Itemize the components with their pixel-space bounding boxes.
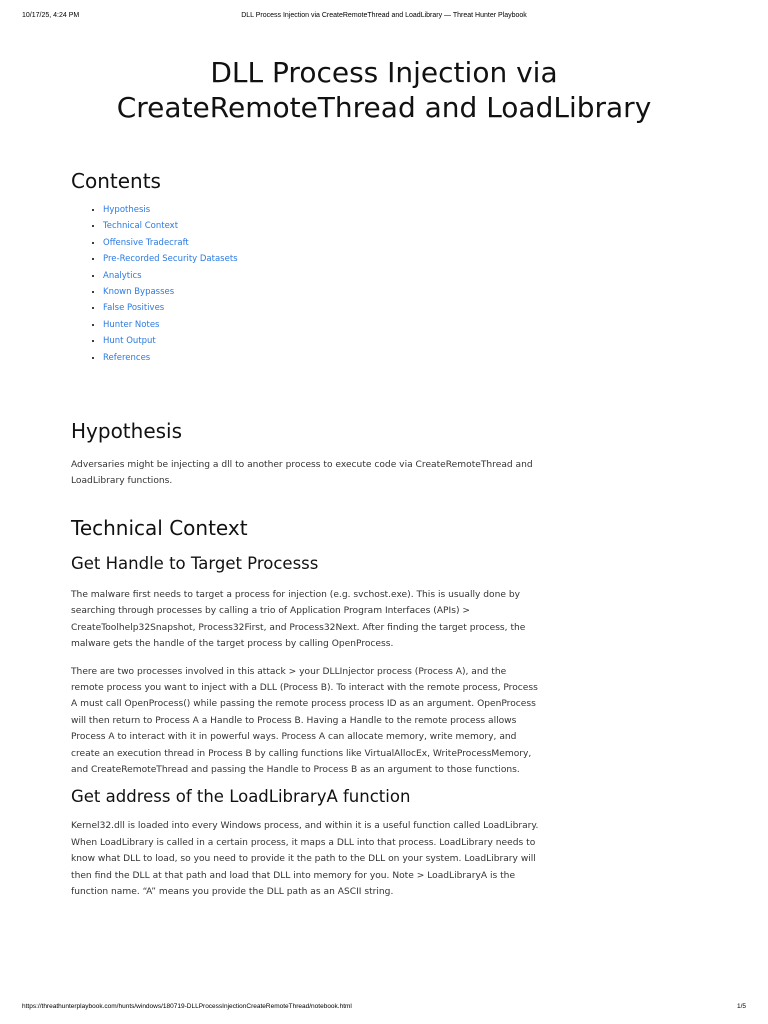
toc-item (103, 350, 541, 366)
get-handle-paragraph-2: There are two processes involved in this attack > your DLLInjector process (Process A), and the remote process you want to inject with a DLL (Process B). To interact with the remote process, Process A must call OpenProcess() while passing the remote process process ID as an argument. OpenProcess will then return to Process A a Handle to Process B. Having a Handle to the remote process allows Process A to interact with it in powerful ways. Process A can allocate memory, write memory, and create an execution thread in Process B by calling functions like VirtualAllocEx, WriteProcessMemory, and CreateRemoteThread and passing the Handle to Process B as an argument to those functions. (71, 666, 538, 775)
toc-item (103, 268, 541, 284)
toc-item (103, 333, 541, 349)
toc-item (103, 284, 541, 300)
technical-context-heading: Technical Context (71, 515, 248, 540)
get-handle-heading: Get Handle to Target Processs (71, 553, 319, 573)
toc-link-pre-recorded-datasets[interactable]: Pre-Recorded Security Datasets (103, 254, 238, 265)
toc-item (103, 235, 541, 251)
print-doc-title: DLL Process Injection via CreateRemoteThread and LoadLibrary — Threat Hunter Playbook (241, 12, 527, 19)
toc-link-hunt-output[interactable]: Hunt Output (103, 336, 156, 347)
print-url: https://threathunterplaybook.com/hunts/windows/180719-DLLProcessInjectionCreateRemoteThread/notebook.html (22, 1003, 352, 1010)
toc-item (103, 317, 541, 333)
get-handle-paragraph-1: The malware first needs to target a process for injection (e.g. svchost.exe). This is usually done by searching through processes by calling a trio of Application Program Interfaces (APIs) > CreateToolhelp32Snapshot, Process32First, and Process32Next. After finding the target process, the malware gets the handle of the target process by calling OpenProcess. (71, 589, 526, 650)
toc-item (103, 300, 541, 316)
print-page-number: 1/5 (736, 1003, 746, 1010)
page-title (71, 55, 697, 125)
toc-link-false-positives[interactable]: False Positives (103, 303, 165, 314)
print-datetime: 10/17/25, 4:24 PM (22, 12, 80, 19)
get-address-heading: Get address of the LoadLibraryA function (71, 787, 411, 807)
hypothesis-heading: Hypothesis (71, 419, 183, 444)
hypothesis-paragraph: Adversaries might be injecting a dll to another process to execute code via CreateRemoteThread and LoadLibrary functions. (71, 460, 533, 487)
toc-link-hunter-notes[interactable]: Hunter Notes (103, 319, 160, 330)
contents-list (71, 202, 541, 366)
toc-item (103, 202, 541, 218)
toc-link-known-bypasses[interactable]: Known Bypasses (103, 287, 175, 298)
toc-link-references[interactable]: References (103, 352, 151, 363)
toc-link-hypothesis[interactable]: Hypothesis (103, 205, 151, 215)
contents-heading: Contents (71, 169, 161, 193)
toc-link-technical-context[interactable]: Technical Context (103, 221, 179, 232)
toc-link-analytics[interactable]: Analytics (103, 270, 142, 281)
page-title-line-2: CreateRemoteThread and LoadLibrary (116, 91, 652, 124)
main-content (71, 55, 652, 900)
get-address-paragraph: Kernel32.dll is loaded into every Windows process, and within it is a useful function called LoadLibrary. When LoadLibrary is called in a certain process, it maps a DLL into that process. LoadLibrary needs to know what DLL to load, so you need to provide it the path to the DLL on your system. LoadLibrary will then find the DLL at that path and load that DLL into memory for you. Note > LoadLibraryA is the function name. “A” means you provide the DLL path as an ASCII string. (71, 821, 539, 897)
toc-link-offensive-tradecraft[interactable]: Offensive Tradecraft (103, 237, 189, 248)
page-title-line-1: DLL Process Injection via (210, 56, 558, 89)
toc-item (103, 251, 541, 267)
toc-item (103, 218, 541, 234)
